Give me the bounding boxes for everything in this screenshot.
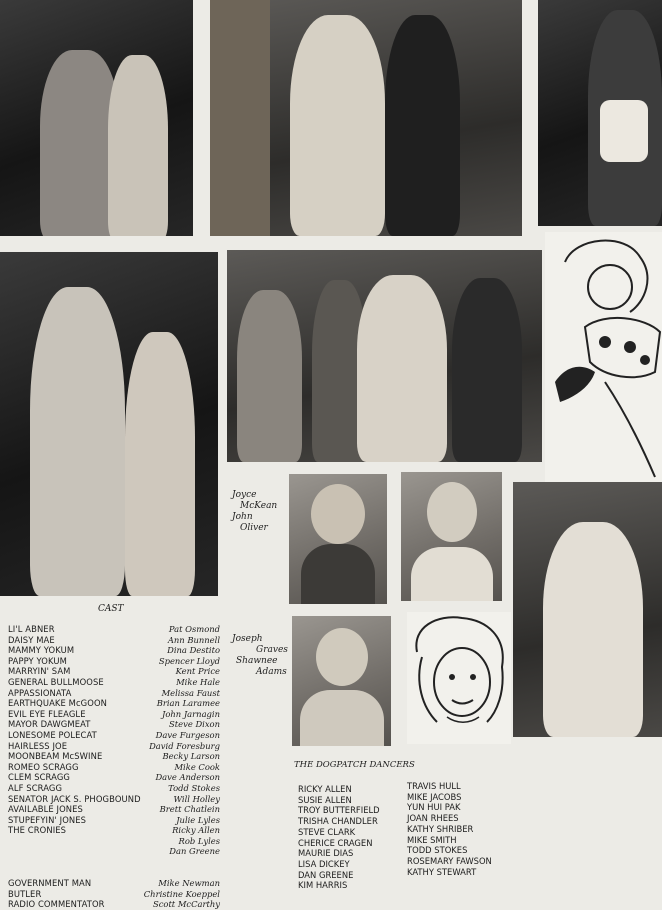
sketch-shawnee-adams: [407, 612, 511, 744]
cast-row: [8, 677, 220, 688]
dancer-name: KATHY STEWART: [407, 866, 477, 877]
dancer-name: LISA DICKEY: [298, 858, 350, 869]
photo-dance-number: [227, 250, 542, 462]
dancer-name: CHERICE CRAGEN: [298, 837, 373, 848]
cartoon-daisy-icon: [545, 232, 662, 482]
dancer-name: STEVE CLARK: [298, 826, 356, 837]
cast-row: [8, 656, 220, 667]
cast-actor: Dan Greene: [169, 846, 220, 857]
dancer-name: TRAVIS HULL: [407, 781, 461, 791]
portrait-joyce-mckean: [289, 474, 387, 604]
dancer-name: MIKE JACOBS: [407, 791, 462, 802]
cast-role: MARRYIN' SAM: [8, 666, 71, 677]
cast-actor: Dave Furgeson: [155, 729, 220, 740]
dancer-name: TODD STOKES: [407, 845, 468, 856]
cast-row: [8, 794, 220, 805]
cast-actor: Dina Destito: [167, 645, 220, 656]
dancer-name: TRISHA CHANDLER: [298, 816, 378, 827]
cast-actor: Becky Larson: [162, 751, 220, 762]
cast-row: [8, 815, 220, 826]
sketch-daisy-mae-running: [545, 232, 662, 482]
cast-row: [8, 698, 220, 709]
cast-actor: Steve Dixon: [169, 719, 220, 730]
cast-role: SENATOR JACK S. PHOGBOUND: [8, 793, 141, 804]
cast-actor: Julie Lyles: [176, 814, 220, 825]
dancer-name: JOAN RHEES: [407, 813, 459, 824]
cast-role: PAPPY YOKUM: [8, 655, 67, 666]
cast-actor: Melissa Faust: [161, 687, 220, 698]
cast-actor: Pat Osmond: [168, 624, 220, 634]
cast-row: [8, 730, 220, 741]
cast-row: [8, 889, 220, 900]
dancer-name: YUN HUI PAK: [407, 802, 461, 813]
cast-actor: Brett Chatlein: [159, 804, 220, 815]
cast-row: [8, 846, 220, 857]
cast-role: ROMEO SCRAGG: [8, 761, 79, 772]
dancer-name: MAURIE DIAS: [298, 848, 354, 859]
photo-abner-daisy-back: [0, 0, 193, 236]
cast-role: ALF SCRAGG: [8, 782, 63, 793]
dancer-name: ROSEMARY FAWSON: [407, 855, 492, 866]
cast-actor: Rob Lyles: [178, 835, 220, 846]
cast-actor: John Jarnagin: [161, 708, 220, 719]
cast-role: GOVERNMENT MAN: [8, 878, 92, 889]
cast-role: APPASSIONATA: [8, 687, 72, 698]
cast-row: [8, 624, 220, 635]
cast-role: RADIO COMMENTATOR: [8, 899, 105, 910]
cast-role: STUPEFYIN' JONES: [8, 814, 87, 825]
cast-row: [8, 878, 220, 889]
cast-actor: David Foresburg: [149, 740, 220, 751]
cast-row: [8, 741, 220, 752]
dancer-name: DAN GREENE: [298, 869, 354, 880]
dancer-name: MIKE SMITH: [407, 834, 457, 845]
cast-actor: Will Holley: [173, 793, 220, 804]
dancer-name: TROY BUTTERFIELD: [298, 805, 380, 816]
cartoon-face-icon: [407, 612, 511, 744]
cast-role: MAYOR DAWGMEAT: [8, 719, 91, 730]
cast-row: [8, 719, 220, 730]
cast-role: BUTLER: [8, 888, 42, 899]
cast-role: THE CRONIES: [8, 825, 67, 836]
dancer-name: RICKY ALLEN: [298, 784, 352, 794]
cast-row: [8, 709, 220, 720]
cast-role: LI'L ABNER: [8, 624, 55, 634]
cast-row: [8, 899, 220, 910]
photo-daisy-mae-stage: [210, 0, 522, 236]
cast-actor: Mike Hale: [176, 676, 220, 687]
cast-actor: Brian Laramee: [156, 698, 220, 709]
cast-row: [8, 751, 220, 762]
cast-actor: Ricky Allen: [172, 825, 220, 836]
cast-row: [8, 804, 220, 815]
cast-list: [8, 624, 220, 910]
cast-role: EVIL EYE FLEAGLE: [8, 708, 86, 719]
photo-performer-right: [513, 482, 662, 737]
cast-actor: Dave Anderson: [155, 772, 220, 783]
cast-actor: Mike Cook: [174, 761, 220, 772]
cast-row: [8, 635, 220, 646]
cast-actor: Mike Newman: [158, 878, 220, 889]
dancers-title: THE DOGPATCH DANCERS: [294, 760, 415, 770]
cast-role: DAISY MAE: [8, 634, 55, 645]
cast-row: [8, 645, 220, 656]
cast-role: AVAILABLE JONES: [8, 804, 83, 815]
dancers-column-2: [407, 781, 492, 877]
cast-row: [8, 783, 220, 794]
photo-maid-character: [538, 0, 662, 226]
dancers-column-1: [298, 784, 380, 891]
portrait-john-oliver: [401, 472, 502, 601]
cast-row: [8, 762, 220, 773]
cast-actor: Ann Bunnell: [167, 634, 220, 645]
cast-role: HAIRLESS JOE: [8, 740, 68, 751]
cast-role: LONESOME POLECAT: [8, 729, 97, 740]
photo-abner-daisy-pose: [0, 252, 218, 596]
cast-actor: Christine Koeppel: [143, 888, 220, 899]
dancer-name: KIM HARRIS: [298, 880, 348, 891]
dancer-name: SUSIE ALLEN: [298, 794, 352, 805]
cast-title: CAST: [98, 604, 124, 614]
portrait-joseph-graves: [292, 616, 391, 746]
cast-role: EARTHQUAKE McGOON: [8, 698, 108, 709]
cast-role: GENERAL BULLMOOSE: [8, 676, 104, 687]
cast-actor: Kent Price: [175, 666, 220, 677]
cast-row: [8, 666, 220, 677]
cast-row: [8, 772, 220, 783]
cast-actor: Todd Stokes: [168, 782, 220, 793]
cast-row: [8, 688, 220, 699]
dancer-name: KATHY SHRIBER: [407, 823, 474, 834]
cast-actor: Scott McCarthy: [152, 899, 220, 910]
cast-actor: Spencer Lloyd: [158, 655, 220, 666]
cast-role: MOONBEAM McSWINE: [8, 751, 103, 762]
cast-role: MAMMY YOKUM: [8, 645, 75, 656]
cast-row: [8, 836, 220, 847]
caption-joseph-shawnee: Joseph Graves Shawnee Adams: [232, 634, 288, 677]
cast-row: [8, 825, 220, 836]
caption-joyce-john: Joyce McKean John Oliver: [232, 490, 278, 533]
cast-role: CLEM SCRAGG: [8, 772, 70, 783]
